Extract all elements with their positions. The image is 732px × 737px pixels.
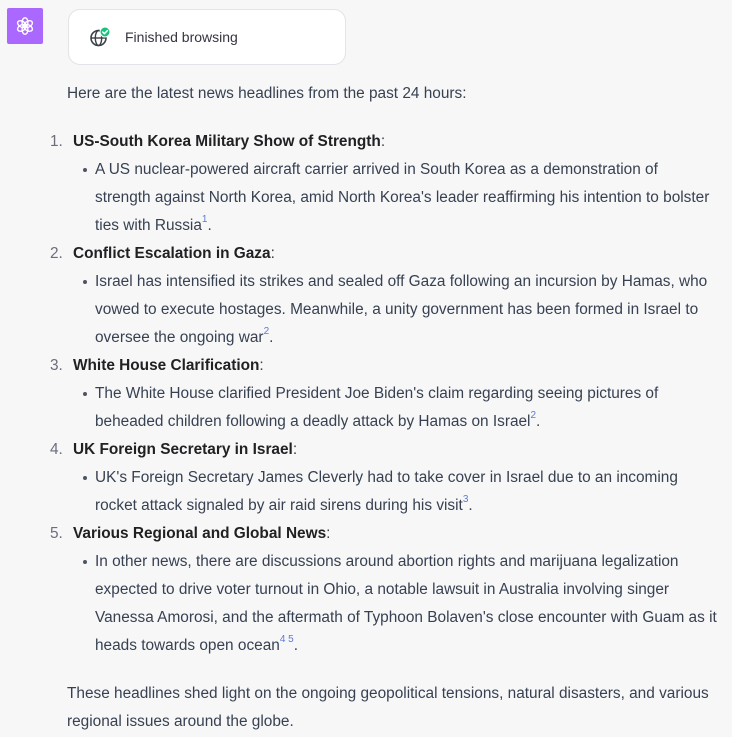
detail-end: . <box>293 637 299 654</box>
headline-item <box>50 128 717 240</box>
headline-item <box>50 520 717 660</box>
headline-item <box>50 436 717 520</box>
citation-link[interactable]: 2 <box>263 325 270 337</box>
detail-text: Israel has intensified its strikes and sealed off Gaza following an incursion by Hamas, who vowed to execute hostages. Meanwhile, a unity government has been formed in Israel to oversee the ongoing war <box>95 273 708 346</box>
headline-detail <box>95 464 717 520</box>
headline-detail <box>95 156 717 240</box>
detail-end: . <box>468 497 473 514</box>
headline-colon: : <box>292 441 298 458</box>
globe-check-icon <box>89 26 111 48</box>
headline-colon: : <box>270 245 275 262</box>
headline-detail <box>95 548 717 660</box>
headline-colon: : <box>259 357 264 374</box>
browsing-status-label: Finished browsing <box>125 29 238 45</box>
item-number: 5. <box>50 525 63 542</box>
item-number: 1. <box>50 133 63 150</box>
headline-list <box>50 128 717 660</box>
headline-item <box>50 352 717 436</box>
detail-text: A US nuclear-powered aircraft carrier arrived in South Korea as a demonstration of strength against North Korea, amid North Korea's leader reaffirming his intention to bolster ties with Russia <box>95 161 710 234</box>
headline-detail <box>95 380 717 436</box>
detail-text: The White House clarified President Joe Biden's claim regarding seeing pictures of beheaded children following a deadly attack by Hamas on Israel <box>95 385 659 430</box>
citation-link[interactable]: 3 <box>462 493 469 505</box>
detail-text: UK's Foreign Secretary James Cleverly had to take cover in Israel due to an incoming rocket attack signaled by air raid sirens during his visit <box>95 469 678 514</box>
openai-logo-icon <box>14 15 36 37</box>
headline-colon: : <box>326 525 331 542</box>
intro-text: Here are the latest news headlines from the past 24 hours: <box>67 85 467 102</box>
item-number: 3. <box>50 357 63 374</box>
headline-title: US-South Korea Military Show of Strength <box>73 133 381 150</box>
detail-end: . <box>269 329 274 346</box>
outro-text: These headlines shed light on the ongoing geopolitical tensions, natural disasters, and various regional issues around the globe. <box>67 685 709 730</box>
detail-text: In other news, there are discussions around abortion rights and marijuana legalization expected to drive voter turnout in Ohio, a notable lawsuit in Australia involving singer Vanessa Amorosi, and the aftermath of Typhoon Bolaven's close encounter with Guam as it heads towards open ocean <box>95 553 717 654</box>
headline-title: White House Clarification <box>73 357 260 374</box>
headline-title: Conflict Escalation in Gaza <box>73 245 271 262</box>
item-number: 4. <box>50 441 63 458</box>
headline-colon: : <box>380 133 386 150</box>
assistant-avatar <box>7 8 43 44</box>
citation-link[interactable]: 1 <box>201 213 208 225</box>
headline-title: UK Foreign Secretary in Israel <box>73 441 293 458</box>
detail-end: . <box>207 217 212 234</box>
headline-item <box>50 240 717 352</box>
assistant-message <box>50 80 717 736</box>
detail-end: . <box>536 413 541 430</box>
headline-title: Various Regional and Global News <box>73 525 327 542</box>
citation-link[interactable]: 4 5 <box>279 633 294 645</box>
item-number: 2. <box>50 245 63 262</box>
browsing-status-card[interactable] <box>68 9 346 65</box>
citation-link[interactable]: 2 <box>530 409 537 421</box>
headline-detail <box>95 268 717 352</box>
